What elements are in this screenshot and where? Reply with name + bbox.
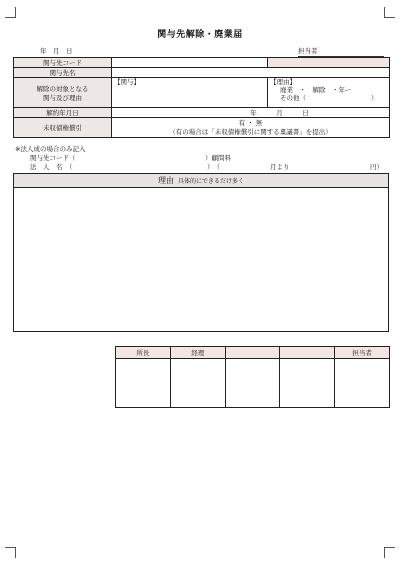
riyu-header: 【理由】 [270,78,296,86]
note-yen: 円） [370,163,383,171]
note-month-from: 月より [270,163,290,171]
stamp-box-tanto[interactable] [335,359,390,408]
unpaid-choice: 有 ・ 無 [238,118,263,127]
riyu-options: 廃業 ・ 解除 ・年ー [280,86,352,94]
stamp-head-blank-2 [280,347,335,359]
reason-label: 理由 [157,176,174,185]
riyu-other: その他（ ） [280,94,378,102]
note-corp-paren: ） （ [207,163,220,171]
crop-mark-bottom-left [5,547,16,558]
riyu-field[interactable] [268,78,390,108]
stamp-head-tanto: 担当者 [335,347,390,359]
crop-mark-bottom-right [384,547,395,558]
code-label: 関与先コード [14,58,112,68]
stamp-head-blank-1 [225,347,280,359]
unpaid-field[interactable] [112,118,390,138]
crop-mark-top-left [5,7,16,18]
reason-header [13,173,389,188]
reason-textarea[interactable] [13,187,389,332]
note-fee-label: ）顧問料 [205,154,231,162]
stamp-box-shocho[interactable] [116,359,171,408]
note-heading: ※法人成の場合のみ記入 [15,145,86,153]
name-label: 関与先名 [14,68,112,78]
date-line: 年 月 日 [40,47,73,55]
tanto-signature-line: 担当者 [298,46,384,57]
contract-date-label: 解約年月日 [14,108,112,118]
note-code-label: 関与先コード（ [30,154,76,162]
unpaid-label: 未収債権償引 [14,118,112,138]
approval-stamp-table [115,346,390,408]
crop-mark-top-right [384,7,395,18]
name-field[interactable] [112,68,390,78]
contract-date-field[interactable]: 年 月 日 [112,108,390,118]
note-corp-name-label: 法 人 名 （ [30,163,73,171]
target-label [14,78,112,108]
kanyo-field[interactable] [112,78,268,108]
target-label-line-2: 関与及び理由 [43,93,82,102]
stamp-box-keiri[interactable] [170,359,225,408]
kanyo-header: 【関与】 [114,78,140,86]
code-field[interactable] [112,58,268,68]
stamp-head-keiri: 経理 [170,347,225,359]
stamp-box-blank-2[interactable] [280,359,335,408]
reason-sub-label: 具体的にできるだけ多く [177,178,244,185]
stamp-head-shocho: 所長 [116,347,171,359]
unpaid-instruction: （有の場合は「未収債権償引に関する稟議書」を提出） [169,127,332,136]
stamp-box-blank-1[interactable] [225,359,280,408]
code-extra-cell [268,58,390,68]
document-title: 関与先解除・廃業届 [157,30,243,40]
target-label-line-1: 解除の対象となる [36,84,89,93]
form-table [13,57,390,138]
